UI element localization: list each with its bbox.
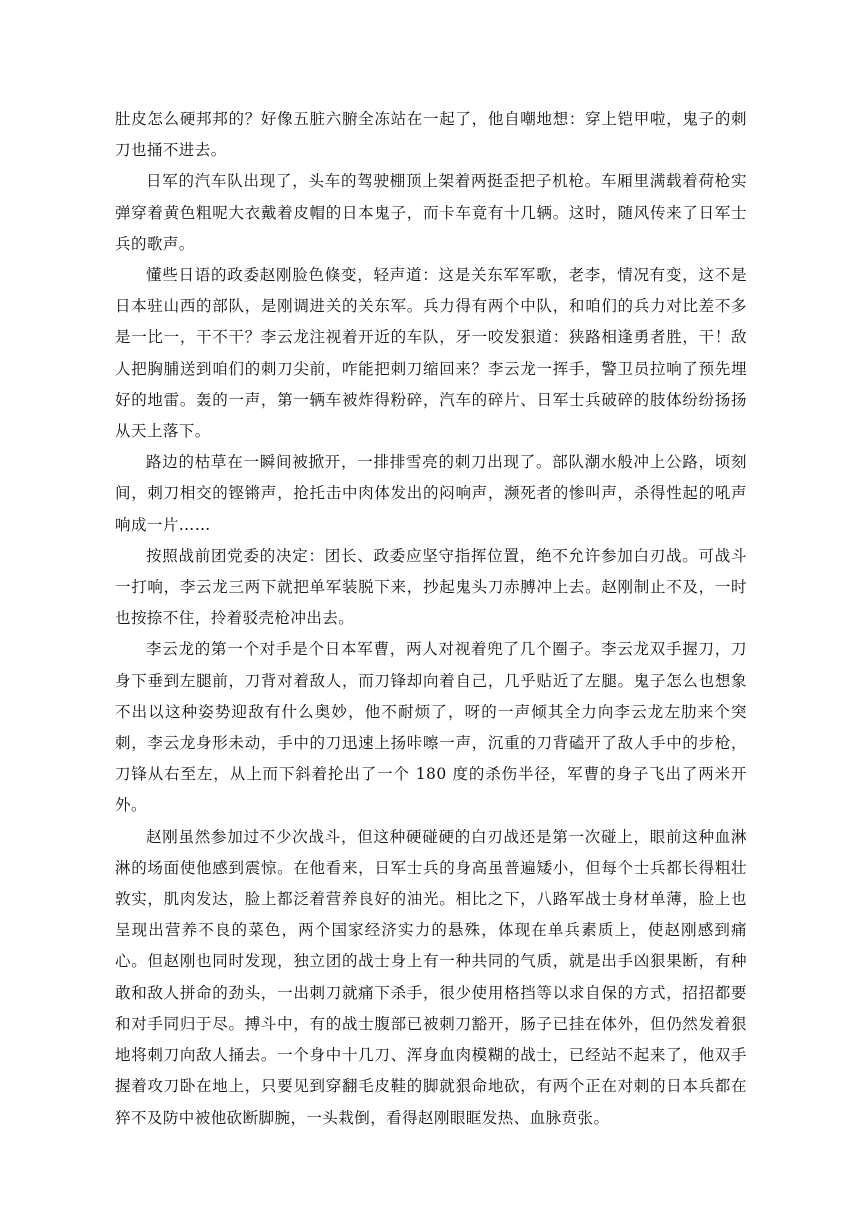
paragraph-3: 懂些日语的政委赵刚脸色倏变，轻声道：这是关东军军歌，老李，情况有变，这不是日本驻山西的部队，是刚调进关的关东军。兵力得有两个中队，和咱们的兵力对比差不多是一比一，干不干？李云龙注视着开近的车队，牙一咬发狠道：狭路相逢勇者胜，干！敌人把胸脯送到咱们的刺刀尖前，咋能把刺刀缩回来？李云龙一挥手，警卫员拉响了预先埋好的地雷。轰的一声，第一辆车被炸得粉碎，汽车的碎片、日军士兵破碎的肢体纷纷扬扬从天上落下。 xyxy=(115,266,747,441)
paragraph-2: 日军的汽车队出现了，头车的驾驶棚顶上架着两挺歪把子机枪。车厢里满载着荷枪实弹穿着黄色粗呢大衣戴着皮帽的日本鬼子，而卡车竟有十几辆。这时，随风传来了日军士兵的歌声。 xyxy=(115,172,747,253)
paragraph-7: 赵刚虽然参加过不少次战斗，但这种硬碰硬的白刃战还是第一次碰上，眼前这种血淋淋的场面使他感到震惊。在他看来，日军士兵的身高虽普遍矮小，但每个士兵都长得粗壮敦实，肌肉发达，脸上都泛着营养良好的油光。相比之下，八路军战士身材单薄，脸上也呈现出营养不良的菜色，两个国家经济实力的悬殊，体现在单兵素质上，使赵刚感到痛心。但赵刚也同时发现，独立团的战士身上有一种共同的气质，就是出手凶狠果断，有种敢和敌人拼命的劲头，一出刺刀就痛下杀手，很少使用格挡等以求自保的方式，招招都要和对手同归于尽。搏斗中，有的战士腹部已被刺刀豁开，肠子已挂在体外，但仍然发着狠地将刺刀向敌人捅去。一个身中十几刀、浑身血肉模糊的战士，已经站不起来了，他双手握着攻刀卧在地上，只要见到穿翻毛皮鞋的脚就狠命地砍，有两个正在对刺的日本兵都在猝不及防中被他砍断脚腕，一头栽倒，看得赵刚眼眶发热、血脉贲张。 xyxy=(115,827,747,1127)
paragraph-1: 肚皮怎么硬邦邦的？好像五脏六腑全冻站在一起了，他自嘲地想：穿上铠甲啦，鬼子的刺刀也捅不进去。 xyxy=(115,110,747,160)
document-body xyxy=(115,104,747,1134)
paragraph-5: 按照战前团党委的决定：团长、政委应坚守指挥位置，绝不允许参加白刃战。可战斗一打响，李云龙三两下就把单军装脱下来，抄起鬼头刀赤膊冲上去。赵刚制止不及，一时也按捺不住，拎着驳壳枪冲出去。 xyxy=(115,546,747,628)
paragraph-6: 李云龙的第一个对手是个日本军曹，两人对视着兜了几个圈子。李云龙双手握刀，刀身下垂到左腿前，刀背对着敌人，而刀锋却向着自己，几乎贴近了左腿。鬼子怎么也想象不出以这种姿势迎敌有什么奥妙，他不耐烦了，呀的一声倾其全力向李云龙左肋来个突刺，李云龙身形未动，手中的刀迅速上扬咔嚓一声，沉重的刀背磕开了敌人手中的步枪，刀锋从右至左，从上而下斜着抡出了一个 180 度的杀伤半径，军曹的身子飞出了两米开外。 xyxy=(115,640,747,815)
paragraph-4: 路边的枯草在一瞬间被掀开，一排排雪亮的刺刀出现了。部队潮水般冲上公路，顷刻间，刺刀相交的铿锵声，抢托击中肉体发出的闷响声，濒死者的惨叫声，杀得性起的吼声响成一片…… xyxy=(115,453,747,534)
